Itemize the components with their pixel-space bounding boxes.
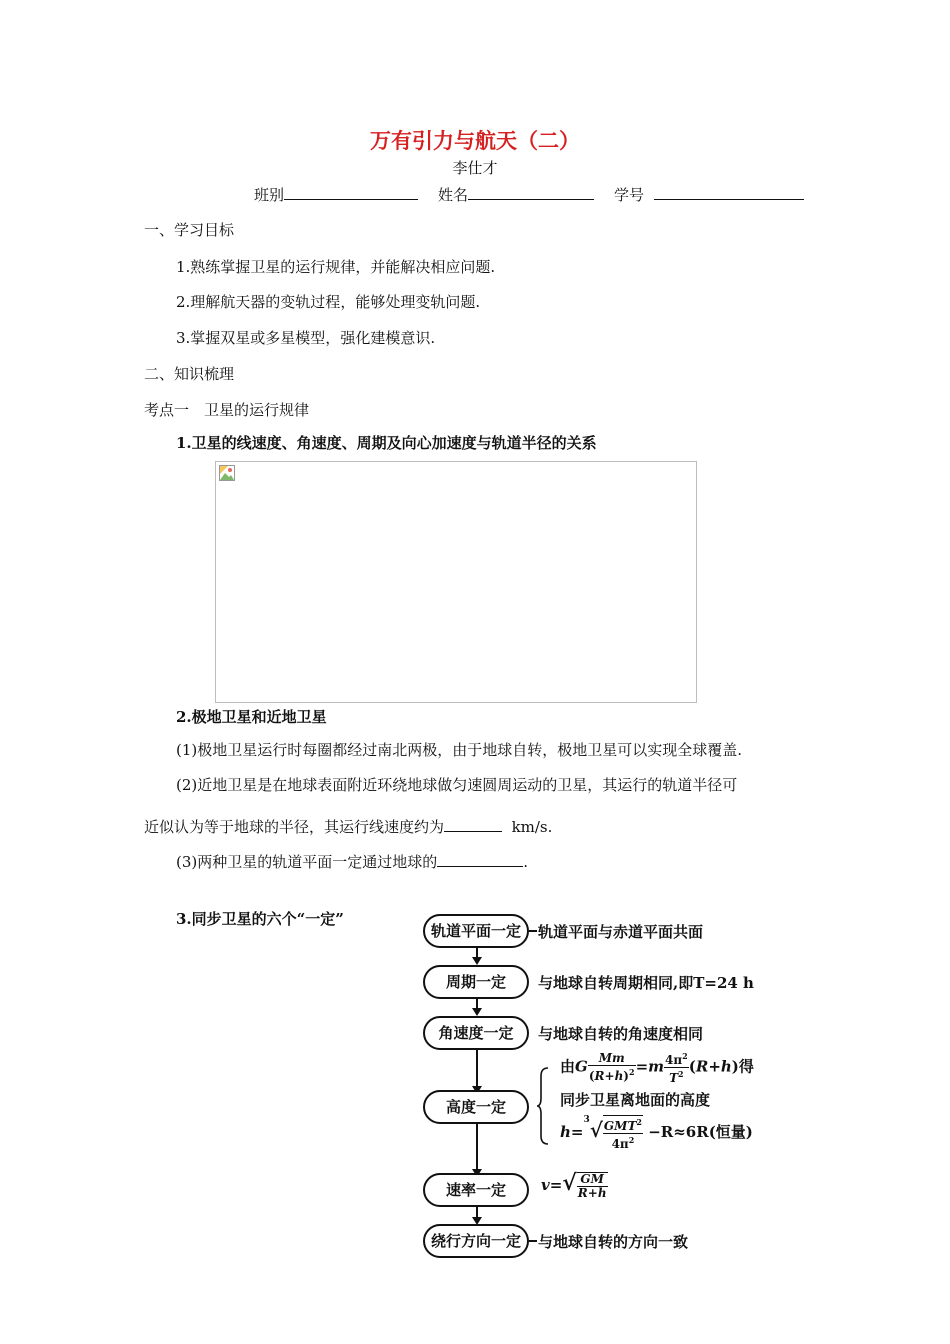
name-field bbox=[438, 184, 594, 205]
text: . bbox=[523, 853, 529, 871]
goal-item: 2.理解航天器的变轨过程，能够处理变轨问题. bbox=[176, 293, 481, 311]
node-speed: 速率一定 bbox=[423, 1173, 529, 1207]
desc-angular-velocity: 与地球自转的角速度相同 bbox=[538, 1025, 704, 1043]
connector bbox=[529, 930, 537, 932]
goal-item: 1.熟练掌握卫星的运行规律，并能解决相应问题. bbox=[176, 258, 496, 276]
desc-period: 与地球自转周期相同,即T=24 h bbox=[538, 974, 754, 992]
left-brace-icon bbox=[536, 1066, 550, 1146]
text: 由 bbox=[560, 1057, 576, 1076]
author: 李仕才 bbox=[452, 159, 498, 177]
formula-speed: v=√ $\frac{GM}{R+h}$ bbox=[541, 1170, 607, 1200]
text: 近似认为等于地球的半径，其运行线速度约为 bbox=[144, 818, 445, 836]
node-angular-velocity: 角速度一定 bbox=[423, 1016, 529, 1050]
node-height: 高度一定 bbox=[423, 1090, 529, 1124]
id-field bbox=[614, 184, 804, 205]
arrow-down-icon bbox=[472, 957, 482, 965]
desc-height: 同步卫星离地面的高度 bbox=[560, 1091, 711, 1109]
id-label: 学号 bbox=[614, 186, 645, 204]
name-label: 姓名 bbox=[438, 186, 469, 204]
connector bbox=[476, 1049, 478, 1087]
subsection-heading-2: 2.极地卫星和近地卫星 bbox=[176, 708, 327, 726]
answer-blank-center[interactable] bbox=[437, 852, 523, 867]
desc-orbit-plane: 轨道平面与赤道平面共面 bbox=[538, 923, 704, 941]
connector bbox=[529, 1240, 537, 1242]
connector bbox=[476, 1124, 478, 1170]
image-placeholder bbox=[215, 461, 697, 703]
section-heading-goals: 一、学习目标 bbox=[144, 221, 235, 239]
name-blank[interactable] bbox=[468, 185, 594, 200]
class-label: 班别 bbox=[254, 186, 285, 204]
formula-height: h=$^3$√ $\frac{GMT^2}{4\pi^2}$ −R≈6R(恒量) bbox=[560, 1115, 753, 1151]
answer-blank-speed[interactable] bbox=[444, 817, 502, 832]
section-heading-knowledge: 二、知识梳理 bbox=[144, 365, 235, 383]
text: (3)两种卫星的轨道平面一定通过地球的 bbox=[176, 853, 438, 871]
subsection-heading-1: 1.卫星的线速度、角速度、周期及向心加速度与轨道半径的关系 bbox=[176, 434, 597, 452]
arrow-down-icon bbox=[472, 1008, 482, 1016]
paragraph: (2)近地卫星是在地球表面附近环绕地球做匀速圆周运动的卫星，其运行的轨道半径可 bbox=[176, 776, 738, 794]
formula-gravity: 由G $\frac{Mm}{(R+h)^2}$ =m $\frac{4\pi^2}{T^2}$ (R+h)得 bbox=[560, 1051, 754, 1085]
paragraph: (1)极地卫星运行时每圈都经过南北两极，由于地球自转，极地卫星可以实现全球覆盖. bbox=[176, 741, 743, 759]
goal-item: 3.掌握双星或多星模型，强化建模意识. bbox=[176, 329, 436, 347]
node-direction: 绕行方向一定 bbox=[423, 1224, 529, 1258]
unit: km/s. bbox=[511, 818, 553, 836]
page-title: 万有引力与航天（二） bbox=[370, 128, 580, 153]
paragraph bbox=[144, 816, 552, 837]
text: 得 bbox=[738, 1057, 754, 1076]
class-field bbox=[254, 184, 418, 205]
broken-image-icon bbox=[219, 465, 235, 481]
id-blank[interactable] bbox=[654, 185, 804, 200]
class-blank[interactable] bbox=[284, 185, 418, 200]
subsection-heading-3: 3.同步卫星的六个“一定” bbox=[176, 910, 344, 928]
node-period: 周期一定 bbox=[423, 965, 529, 999]
node-orbit-plane: 轨道平面一定 bbox=[423, 914, 529, 948]
paragraph bbox=[176, 851, 528, 872]
text: −R≈6R(恒量) bbox=[648, 1123, 753, 1141]
desc-direction: 与地球自转的方向一致 bbox=[538, 1233, 689, 1251]
kaodian-heading: 考点一 卫星的运行规律 bbox=[144, 401, 310, 419]
